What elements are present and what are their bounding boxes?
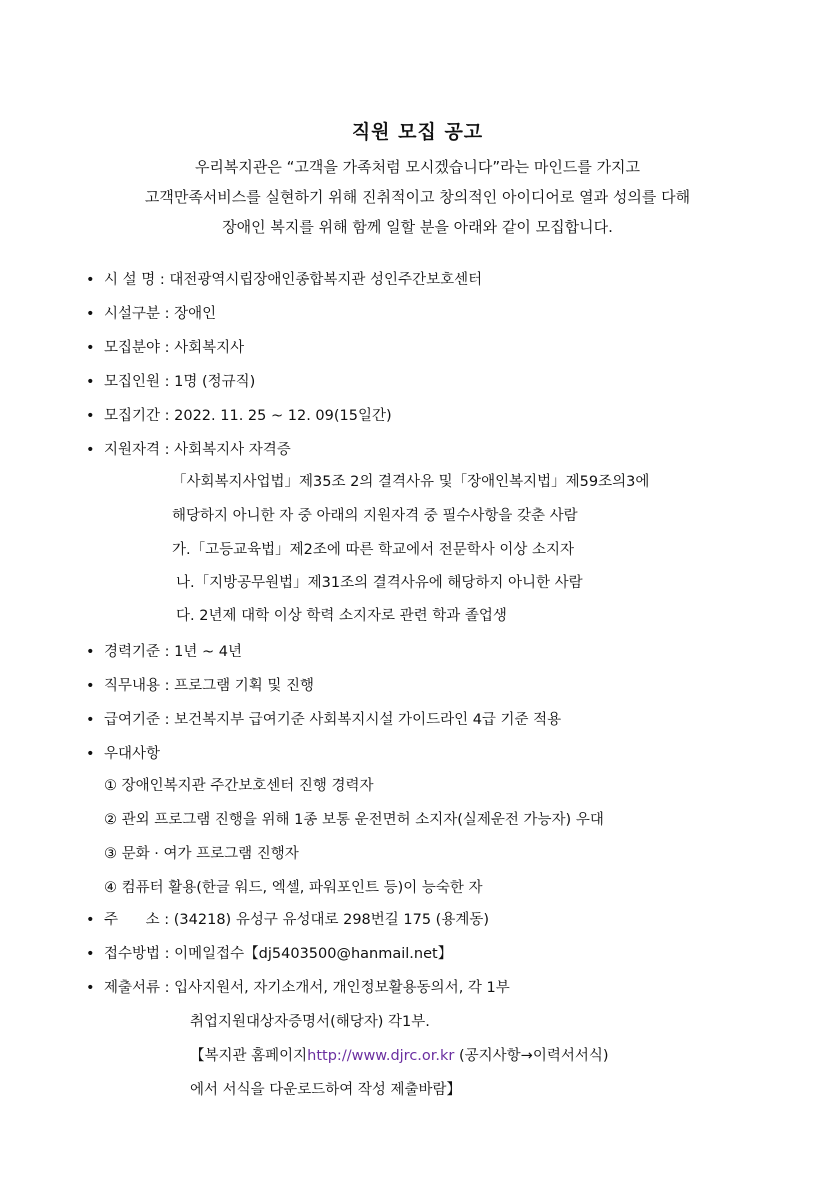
qualification-detail-4: 나.「지방공무원법」제31조의 결격사유에 해당하지 아니한 사람 <box>176 575 583 591</box>
qualification-detail-3: 가.「고등교육법」제2조에 따른 학교에서 전문학사 이상 소지자 <box>172 542 575 558</box>
duty-text: 직무내용 : 프로그램 기획 및 진행 <box>104 678 315 694</box>
bullet: • <box>86 306 95 322</box>
preference-text: 우대사항 <box>104 746 161 762</box>
application-text: 접수방법 : 이메일접수【dj5403500@hanmail.net】 <box>104 946 453 962</box>
count-text: 모집인원 : 1명 (정규직) <box>104 374 256 390</box>
address-text: 주 소 : (34218) 유성구 유성대로 298번길 175 (용계동) <box>104 912 490 928</box>
homepage-prefix: 【복지관 홈페이지 <box>190 1048 308 1064</box>
page-title: 직원 모집 공고 <box>351 121 484 143</box>
documents-text: 제출서류 : 입사지원서, 자기소개서, 개인정보활용동의서, 각 1부 <box>104 980 510 996</box>
bullet: • <box>86 272 95 288</box>
career-text: 경력기준 : 1년 ~ 4년 <box>104 644 242 660</box>
preference-2: ② 관외 프로그램 진행을 위해 1종 보통 운전면허 소지자(실제운전 가능자) 우대 <box>104 812 604 828</box>
bullet: • <box>86 980 95 996</box>
bullet: • <box>86 374 95 390</box>
facility-text: 시 설 명 : 대전광역시립장애인종합복지관 성인주간보호센터 <box>104 272 483 288</box>
intro-line-3: 장애인 복지를 위해 함께 일할 분을 아래와 같이 모집합니다. <box>222 218 613 236</box>
documents-detail-2 <box>190 1046 609 1066</box>
bullet: • <box>86 678 95 694</box>
bullet: • <box>86 442 95 458</box>
intro-line-1: 우리복지관은 “고객을 가족처럼 모시겠습니다”라는 마인드를 가지고 <box>194 158 641 176</box>
salary-text: 급여기준 : 보건복지부 급여기준 사회복지시설 가이드라인 4급 기준 적용 <box>104 712 562 728</box>
qualification-detail-1: 「사회복지사업법」제35조 2의 결격사유 및「장애인복지법」제59조의3에 <box>172 474 650 490</box>
qualification-detail-2: 해당하지 아니한 자 중 아래의 지원자격 중 필수사항을 갖춘 사람 <box>172 508 578 524</box>
documents-detail-3: 에서 서식을 다운로드하여 작성 제출바람】 <box>190 1082 462 1098</box>
qualification-detail-5: 다. 2년제 대학 이상 학력 소지자로 관련 학과 졸업생 <box>176 608 507 624</box>
period-text: 모집기간 : 2022. 11. 25 ~ 12. 09(15일간) <box>104 408 392 424</box>
intro-line-2: 고객만족서비스를 실현하기 위해 진취적이고 창의적인 아이디어로 열과 성의를 다해 <box>144 188 691 206</box>
preference-1: ① 장애인복지관 주간보호센터 진행 경력자 <box>104 778 374 794</box>
preference-4: ④ 컴퓨터 활용(한글 워드, 엑셀, 파워포인트 등)이 능숙한 자 <box>104 880 483 896</box>
documents-detail-1: 취업지원대상자증명서(해당자) 각1부. <box>190 1014 430 1030</box>
homepage-link[interactable]: http://www.djrc.or.kr <box>307 1048 455 1064</box>
field-text: 모집분야 : 사회복지사 <box>104 340 245 356</box>
qualification-text: 지원자격 : 사회복지사 자격증 <box>104 442 291 458</box>
category-text: 시설구분 : 장애인 <box>104 306 217 322</box>
preference-3: ③ 문화 · 여가 프로그램 진행자 <box>104 846 299 862</box>
bullet: • <box>86 644 95 660</box>
bullet: • <box>86 946 95 962</box>
homepage-suffix: (공지사항→이력서서식) <box>454 1048 609 1064</box>
bullet: • <box>86 712 95 728</box>
bullet: • <box>86 408 95 424</box>
bullet: • <box>86 746 95 762</box>
bullet: • <box>86 912 95 928</box>
bullet: • <box>86 340 95 356</box>
